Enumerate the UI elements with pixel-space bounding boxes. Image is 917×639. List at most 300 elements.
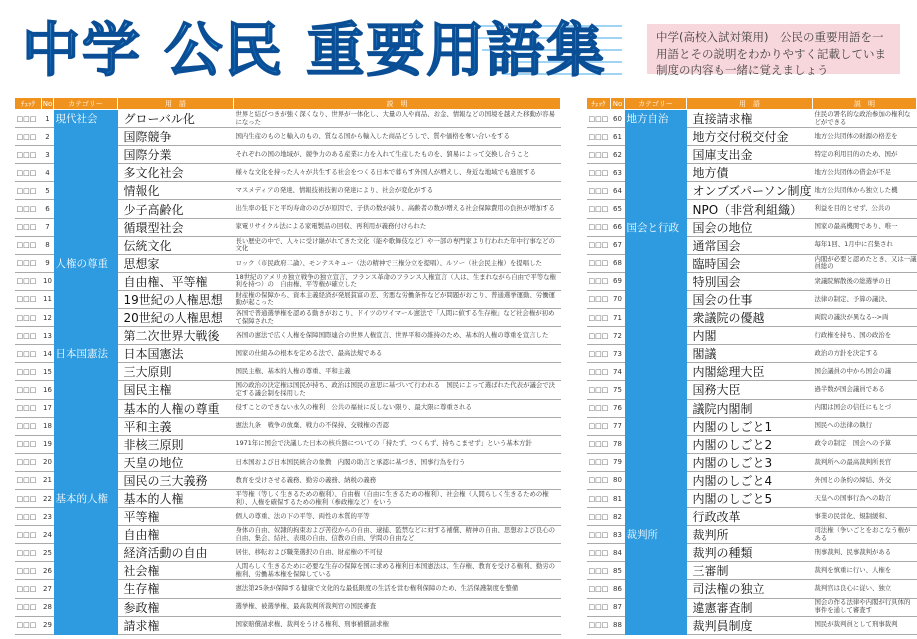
term-cell <box>118 453 234 471</box>
term-cell-text: 日本国憲法 <box>123 347 184 362</box>
row-number-text: 87 <box>613 603 622 612</box>
subtitle-box <box>647 24 900 78</box>
term-cell-text: 参政権 <box>123 600 160 615</box>
term-cell-text: 違憲審査制 <box>692 600 753 615</box>
description-cell <box>234 435 561 453</box>
term-cell <box>118 489 234 507</box>
table-row <box>15 616 561 634</box>
category-cell <box>625 110 687 128</box>
category-cell-text: 日本国憲法 <box>55 348 108 361</box>
table-row <box>587 399 917 417</box>
term-cell <box>687 290 813 308</box>
description-cell-text: 政治の方針を決定する <box>814 348 879 357</box>
check-box[interactable] <box>587 616 611 634</box>
term-cell-text: 国庫支出金 <box>692 148 753 163</box>
term-cell-text: 国会の仕事 <box>692 292 753 307</box>
row-number-text: 62 <box>613 150 622 159</box>
description-cell <box>813 544 917 562</box>
term-table-right <box>586 97 917 635</box>
description-cell <box>234 417 561 435</box>
check-box[interactable] <box>587 363 611 381</box>
check-box-text: □□□ <box>588 404 609 413</box>
table-row <box>15 254 561 272</box>
table-row <box>587 236 917 254</box>
category-cell <box>54 272 118 290</box>
table-row <box>587 381 917 399</box>
category-cell <box>625 489 687 507</box>
row-number <box>611 128 625 146</box>
description-cell <box>813 272 917 290</box>
row-number <box>611 200 625 218</box>
term-cell-text: 内閣 <box>692 329 717 344</box>
description-cell <box>234 327 561 345</box>
description-cell <box>234 363 561 381</box>
category-cell <box>625 327 687 345</box>
check-box[interactable] <box>15 471 42 489</box>
description-cell <box>234 453 561 471</box>
term-cell-text: 自由権、平等権 <box>123 274 208 289</box>
row-number <box>611 526 625 544</box>
description-cell <box>234 399 561 417</box>
subtitle-line: 用語とその説明をわかりやすく記載していま <box>656 46 886 61</box>
description-cell <box>813 598 917 616</box>
check-box[interactable] <box>15 236 42 254</box>
check-box[interactable] <box>587 471 611 489</box>
description-cell <box>813 128 917 146</box>
row-number <box>611 146 625 164</box>
description-cell <box>813 489 917 507</box>
row-number <box>42 110 54 128</box>
term-cell <box>687 471 813 489</box>
row-number <box>611 435 625 453</box>
category-cell <box>625 182 687 200</box>
description-cell-text: 住民の署名的な政治参加の権利などができる <box>814 109 911 126</box>
row-number <box>611 327 625 345</box>
description-cell-text: 地方公共団体の借金が不足 <box>814 168 892 177</box>
table-row <box>587 435 917 453</box>
check-box[interactable] <box>587 598 611 616</box>
category-cell <box>54 544 118 562</box>
description-cell-text: 1971年に国会で決議した日本の核兵器についての「持たず、つくらず、持ちこませず」という基本方針 <box>235 439 532 448</box>
term-cell-text: 19世紀の人権思想 <box>123 292 223 307</box>
check-box[interactable] <box>587 562 611 580</box>
table-row <box>15 200 561 218</box>
term-cell <box>687 164 813 182</box>
check-box[interactable] <box>587 164 611 182</box>
check-box-text: □□□ <box>588 621 609 630</box>
row-number-text: 7 <box>45 223 50 232</box>
check-box-text: □□□ <box>588 530 609 539</box>
check-box-text: □□□ <box>16 494 37 503</box>
check-box-text: □□□ <box>16 566 37 575</box>
check-box[interactable] <box>587 236 611 254</box>
check-box[interactable] <box>15 345 42 363</box>
row-number <box>42 327 54 345</box>
check-box[interactable] <box>587 272 611 290</box>
term-cell <box>118 471 234 489</box>
category-cell <box>625 471 687 489</box>
check-box-text: □□□ <box>16 404 37 413</box>
check-box[interactable] <box>587 417 611 435</box>
term-cell <box>118 200 234 218</box>
term-cell-text: 司法権の独立 <box>692 582 765 597</box>
description-cell-text: 裁判官は良心に従い、独立 <box>814 584 892 593</box>
category-cell <box>54 164 118 182</box>
table-row <box>587 164 917 182</box>
row-number-text: 10 <box>43 277 52 286</box>
header-category: カテゴリー <box>54 98 118 110</box>
description-cell-text: 財産権の保障から、資本主義経済が発展貧富の差、劣悪な労働条件などが問題がおこり、普通選挙運動、労働運動が起こった <box>235 290 556 307</box>
row-number-text: 5 <box>45 186 50 195</box>
check-box-text: □□□ <box>16 530 37 539</box>
header-check: ﾁｪｯｸ <box>587 98 611 110</box>
check-box-text: □□□ <box>16 621 37 630</box>
term-cell <box>687 453 813 471</box>
term-cell <box>687 272 813 290</box>
table-row <box>587 562 917 580</box>
category-cell <box>54 254 118 272</box>
category-cell <box>625 381 687 399</box>
description-cell <box>813 200 917 218</box>
category-cell <box>625 236 687 254</box>
category-cell <box>625 128 687 146</box>
description-cell-text: 外国との条約の締結、外交 <box>814 475 892 484</box>
description-cell <box>234 381 561 399</box>
check-box[interactable] <box>15 164 42 182</box>
term-cell <box>687 489 813 507</box>
description-cell-text: 天皇への国事行為への助言 <box>814 493 892 502</box>
category-cell <box>54 128 118 146</box>
row-number-text: 75 <box>613 385 622 394</box>
check-box-text: □□□ <box>16 223 37 232</box>
category-cell <box>54 363 118 381</box>
check-box[interactable] <box>587 254 611 272</box>
description-cell-text: 世界と結びつきが強く深くなり、世界が一体化し、大量の人や商品、お金、情報などの国境を越えた移動が容易になった <box>235 109 556 126</box>
description-cell <box>813 363 917 381</box>
row-number <box>42 200 54 218</box>
check-box[interactable] <box>15 128 42 146</box>
term-cell <box>118 345 234 363</box>
check-box[interactable] <box>15 110 42 128</box>
row-number-text: 64 <box>613 186 622 195</box>
page-title <box>22 4 622 86</box>
check-box-text: □□□ <box>16 186 37 195</box>
category-cell <box>54 453 118 471</box>
check-box[interactable] <box>587 200 611 218</box>
check-box[interactable] <box>587 309 611 327</box>
description-cell <box>813 526 917 544</box>
row-number <box>611 562 625 580</box>
row-number <box>42 309 54 327</box>
category-cell <box>54 110 118 128</box>
term-cell-text: 国際競争 <box>123 130 172 145</box>
description-cell-text: 居住、移転および職業選択の自由、財産権の不可侵 <box>235 548 383 556</box>
row-number <box>611 471 625 489</box>
check-box[interactable] <box>587 128 611 146</box>
check-box-text: □□□ <box>16 259 37 268</box>
check-box[interactable] <box>15 290 42 308</box>
term-cell <box>118 164 234 182</box>
table-row <box>587 182 917 200</box>
check-box[interactable] <box>587 327 611 345</box>
check-box[interactable] <box>587 435 611 453</box>
term-cell <box>118 272 234 290</box>
check-box[interactable] <box>587 489 611 507</box>
check-box-text: □□□ <box>16 313 37 322</box>
check-box[interactable] <box>587 580 611 598</box>
check-box[interactable] <box>15 327 42 345</box>
check-box[interactable] <box>587 399 611 417</box>
term-cell <box>687 327 813 345</box>
check-box[interactable] <box>15 544 42 562</box>
description-cell <box>234 146 561 164</box>
row-number-text: 25 <box>43 548 52 557</box>
check-box[interactable] <box>15 399 42 417</box>
table-row <box>15 272 561 290</box>
description-cell <box>813 345 917 363</box>
check-box[interactable] <box>587 182 611 200</box>
check-box-text: □□□ <box>588 277 609 286</box>
term-cell-text: 閣議 <box>692 347 717 362</box>
table-header-row <box>587 98 917 110</box>
table-row <box>587 272 917 290</box>
description-cell-text: 教育を受けさせる義務、勤労の義務、納税の義務 <box>235 475 377 484</box>
term-cell-text: 循環型社会 <box>123 220 184 235</box>
row-number-text: 14 <box>43 349 52 358</box>
row-number <box>611 236 625 254</box>
check-box[interactable] <box>15 272 42 290</box>
description-cell-text: 日本国および日本国民統合の象徴 内閣の助言と承認に基づき、国事行為を行う <box>235 457 466 466</box>
category-cell <box>625 309 687 327</box>
check-box-text: □□□ <box>16 277 37 286</box>
check-box[interactable] <box>587 526 611 544</box>
row-number-text: 27 <box>43 584 52 593</box>
row-number <box>611 544 625 562</box>
table-row <box>15 363 561 381</box>
check-box-text: □□□ <box>16 331 37 340</box>
table-row <box>15 562 561 580</box>
row-number-text: 74 <box>613 367 622 376</box>
check-box[interactable] <box>15 309 42 327</box>
check-box[interactable] <box>15 562 42 580</box>
row-number-text: 80 <box>613 476 622 485</box>
check-box[interactable] <box>587 146 611 164</box>
row-number-text: 79 <box>613 458 622 467</box>
term-cell-text: 直接請求権 <box>692 112 753 127</box>
category-cell <box>625 146 687 164</box>
term-cell-text: 自由権 <box>123 528 160 543</box>
check-box[interactable] <box>15 146 42 164</box>
description-cell <box>234 562 561 580</box>
description-cell-text: 利益を目的とせず、公共の <box>814 204 891 213</box>
check-box[interactable] <box>15 453 42 471</box>
check-box[interactable] <box>15 616 42 634</box>
category-cell <box>54 508 118 526</box>
title-text: 中学 公民 重要用語集 <box>22 16 607 84</box>
description-cell-text: 長い歴史の中で、人々に受け継がれてきた文化（能や歌舞伎など）や一部の専門家より行われた年中行事などの文化 <box>235 236 555 253</box>
term-cell-text: 国民主権 <box>123 383 172 398</box>
category-cell-text: 現代社会 <box>55 113 98 126</box>
check-box[interactable] <box>15 417 42 435</box>
description-cell-text: それぞれの国の地域が、競争力のある産業に力を入れて生産したものを、貿易によって交換し合うこと <box>235 149 530 158</box>
description-cell-text: 法律の制定、予算の議決、 <box>814 294 892 303</box>
row-number-text: 73 <box>613 349 622 358</box>
row-number <box>42 435 54 453</box>
check-box[interactable] <box>15 508 42 526</box>
check-box[interactable] <box>15 381 42 399</box>
check-box[interactable] <box>15 254 42 272</box>
check-box[interactable] <box>15 580 42 598</box>
check-box-text: □□□ <box>588 313 609 322</box>
row-number <box>42 399 54 417</box>
check-box-text: □□□ <box>588 331 609 340</box>
check-box-text: □□□ <box>16 603 37 612</box>
category-cell <box>54 381 118 399</box>
description-cell-text: 国会議員の中から国会の議 <box>814 367 892 376</box>
check-box-text: □□□ <box>16 385 37 394</box>
row-number <box>42 272 54 290</box>
check-box[interactable] <box>15 182 42 200</box>
term-cell-text: 第二次世界大戦後 <box>123 329 220 344</box>
table-row <box>15 164 561 182</box>
term-cell-text: 経済活動の自由 <box>123 546 208 561</box>
category-cell <box>625 363 687 381</box>
check-box[interactable] <box>587 110 611 128</box>
check-box-text: □□□ <box>588 494 609 503</box>
header-no: No <box>42 99 53 108</box>
row-number <box>42 236 54 254</box>
row-number <box>611 399 625 417</box>
check-box[interactable] <box>15 218 42 236</box>
check-box[interactable] <box>587 508 611 526</box>
check-box[interactable] <box>15 526 42 544</box>
category-cell <box>625 200 687 218</box>
row-number <box>42 218 54 236</box>
row-number <box>42 562 54 580</box>
table-row <box>15 598 561 616</box>
term-cell <box>118 562 234 580</box>
term-cell <box>118 526 234 544</box>
check-box[interactable] <box>15 200 42 218</box>
row-number <box>42 508 54 526</box>
row-number-text: 65 <box>613 205 622 214</box>
header-category: カテゴリー <box>625 98 687 110</box>
table-row <box>15 182 561 200</box>
category-cell <box>625 526 687 544</box>
table-row <box>587 580 917 598</box>
term-cell <box>687 236 813 254</box>
term-cell-text: 内閣のしごと5 <box>692 492 773 507</box>
row-number <box>42 345 54 363</box>
row-number <box>42 146 54 164</box>
check-box[interactable] <box>587 290 611 308</box>
check-box[interactable] <box>15 489 42 507</box>
row-number <box>611 453 625 471</box>
description-cell <box>813 110 917 128</box>
check-box-text: □□□ <box>16 168 37 177</box>
check-box-text: □□□ <box>588 422 609 431</box>
term-cell <box>118 399 234 417</box>
description-cell-text: 過半数が国会議員である <box>814 385 885 394</box>
description-cell <box>234 218 561 236</box>
check-box[interactable] <box>15 363 42 381</box>
row-number <box>611 381 625 399</box>
description-cell <box>234 164 561 182</box>
row-number-text: 19 <box>43 440 52 449</box>
term-cell-text: 社会権 <box>123 564 160 579</box>
description-cell <box>813 616 917 634</box>
check-box[interactable] <box>15 598 42 616</box>
check-box-text: □□□ <box>588 603 609 612</box>
description-cell <box>234 309 561 327</box>
term-cell-text: 臨時国会 <box>692 256 741 271</box>
description-cell <box>813 327 917 345</box>
table-row <box>587 128 917 146</box>
row-number <box>611 598 625 616</box>
row-number-text: 29 <box>43 621 52 630</box>
term-cell-text: 内閣のしごと2 <box>692 437 773 452</box>
description-cell-text: 国会の作る法律や内閣が行具体的事件を通して審査す <box>814 598 911 615</box>
check-box-text: □□□ <box>588 584 609 593</box>
table-header-row <box>15 98 561 110</box>
check-box[interactable] <box>587 381 611 399</box>
term-cell <box>687 182 813 200</box>
term-cell <box>118 363 234 381</box>
check-box-text: □□□ <box>588 114 609 123</box>
check-box-text: □□□ <box>588 440 609 449</box>
term-cell <box>687 399 813 417</box>
category-cell <box>625 580 687 598</box>
term-cell-text: 議院内閣制 <box>692 401 753 416</box>
description-cell-text: 刑事裁判、民事裁判がある <box>814 548 892 556</box>
term-cell <box>118 435 234 453</box>
check-box[interactable] <box>587 453 611 471</box>
category-cell-text: 地方自治 <box>626 113 669 126</box>
description-cell <box>813 580 917 598</box>
row-number-text: 20 <box>43 458 52 467</box>
term-cell-text: 思想家 <box>123 256 160 271</box>
term-cell-text: オンブズパーソン制度 <box>692 184 812 199</box>
check-box[interactable] <box>587 544 611 562</box>
check-box-text: □□□ <box>588 259 609 268</box>
check-box[interactable] <box>15 435 42 453</box>
term-cell-text: NPO（非営利組織） <box>692 202 803 217</box>
description-cell-text: 平等権（等しく生きるための権利）、自由権（自由に生きるための権利）、社会権（人間らしく生きるための権利）、人権を確保するための権利（参政権など）をいう <box>235 489 549 506</box>
term-cell <box>687 254 813 272</box>
term-cell-text: 天皇の地位 <box>123 455 184 470</box>
description-cell-text: 各国で普通選挙権を認める動きがおこり、ドイツのワイマール憲法で「人間に値する生存権」など社会権が初めて保障された <box>235 308 555 325</box>
term-cell <box>687 345 813 363</box>
table-row <box>587 616 917 634</box>
check-box-text: □□□ <box>588 205 609 214</box>
description-cell-text: 政令の制定 国会への予算 <box>814 439 892 448</box>
description-cell <box>813 417 917 435</box>
description-cell-text: 司法権（争いごとをおこなう権がある <box>814 526 911 542</box>
description-cell-text: 人間らしく生きるために必要な生存の保障を国に求める権利日本国憲法は、生存権、教育を受ける権利、勤労の権利、労働基本権を保障している <box>235 562 556 578</box>
description-cell-text: 出生率の低下と平均寿命ののびが原因で、子供の数が減り、高齢者の数が増える社会保障費用の負担が増加する <box>235 204 555 213</box>
row-number-text: 88 <box>613 621 622 630</box>
term-cell <box>687 435 813 453</box>
row-number <box>42 453 54 471</box>
description-cell <box>813 471 917 489</box>
check-box[interactable] <box>587 345 611 363</box>
term-cell <box>687 417 813 435</box>
category-cell <box>625 272 687 290</box>
check-box[interactable] <box>587 218 611 236</box>
row-number-text: 1 <box>45 114 50 123</box>
header-check: ﾁｪｯｸ <box>15 98 42 110</box>
term-cell <box>687 309 813 327</box>
